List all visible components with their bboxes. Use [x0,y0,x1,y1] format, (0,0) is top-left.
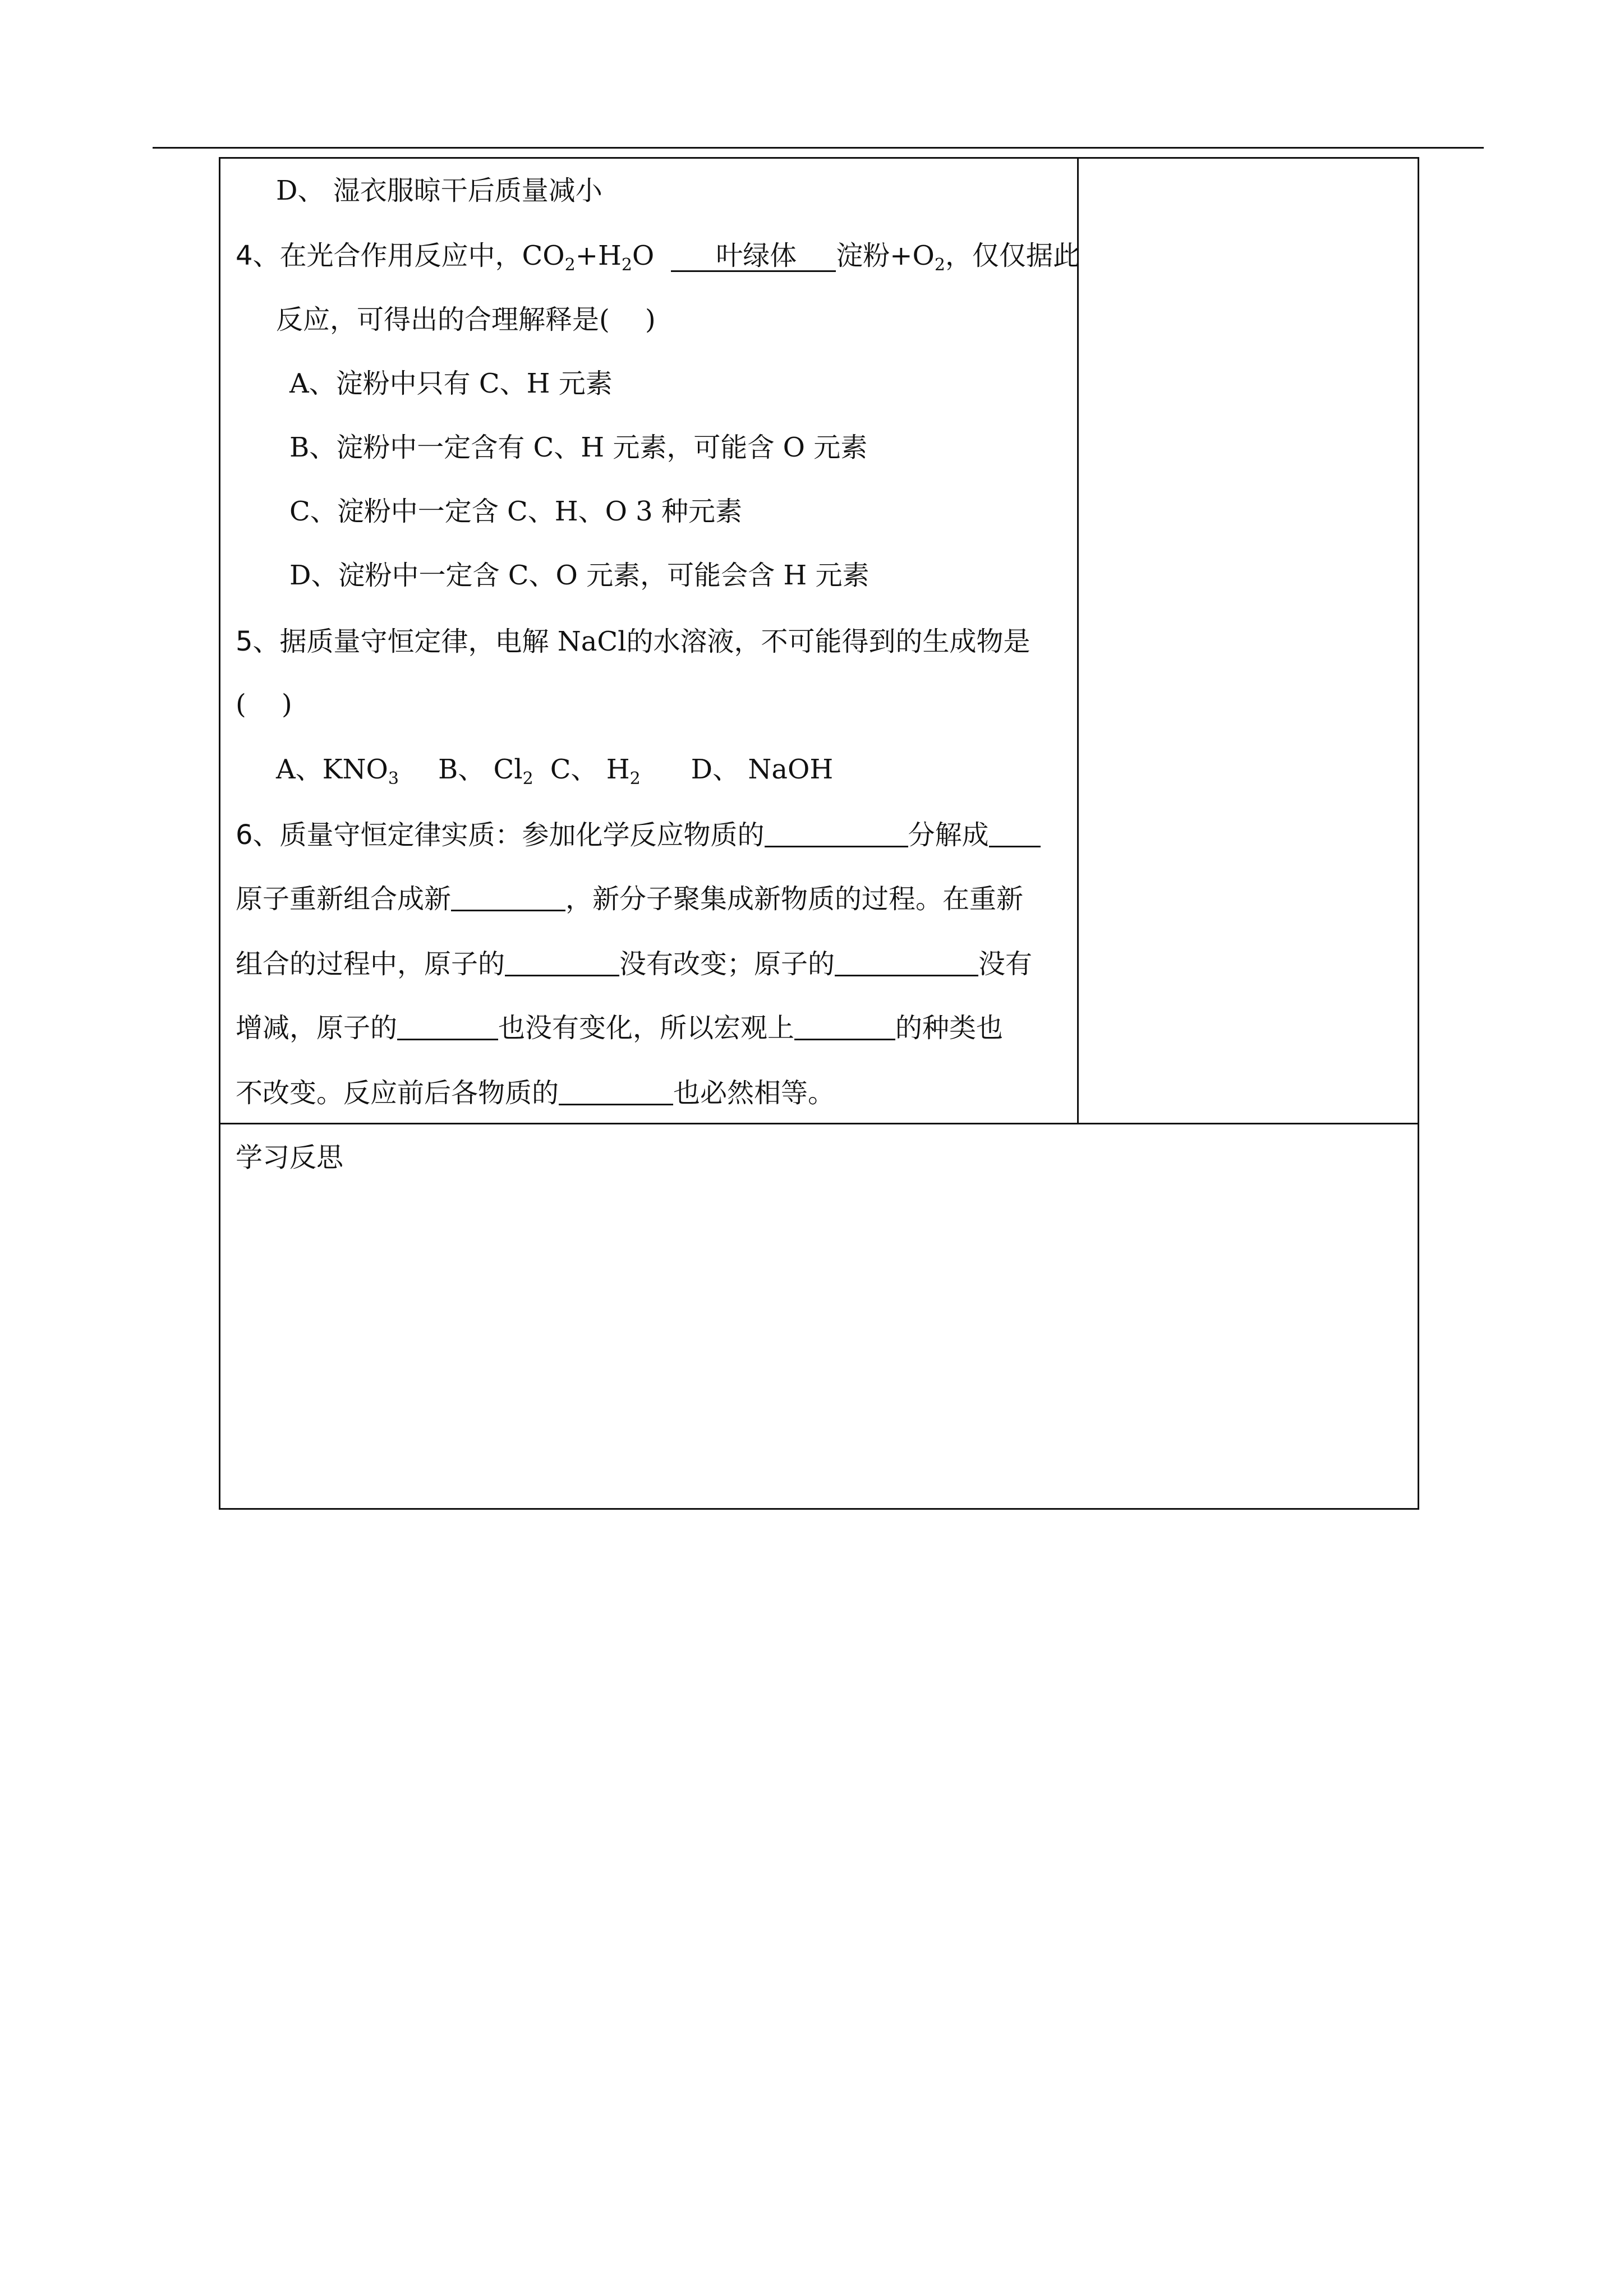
q5-number: 5 [236,626,253,657]
q6-line5: 不改变。反应前后各物质的 也必然相等。 [236,1077,835,1109]
q4-option-b: B、淀粉中一定含有 C、H 元素，可能含 O 元素 [289,432,868,463]
q4-stem-line2: 反应，可得出的合理解释是( ) [276,304,656,335]
reflection-title: 学习反思 [236,1142,344,1173]
q6-line1: 6、质量守恒定律实质：参加化学反应物质的 分解成 [236,821,1041,849]
q5-option-d: D、 NaOH [691,754,834,785]
q6-number: 6 [236,819,253,851]
fill-blank[interactable] [989,821,1041,847]
row-divider [219,1123,1419,1124]
fill-blank[interactable] [505,950,619,976]
q4-number: 4 [236,240,253,271]
fill-blank[interactable] [397,1014,498,1040]
fill-blank[interactable] [451,885,565,911]
q4-stem-a: 、在光合作用反应中，CO [252,240,565,271]
q4-option-a: A、淀粉中只有 C、H 元素 [289,368,613,399]
q5-option-a: A、KNO [276,754,388,785]
header-rule [153,147,1484,149]
fill-blank[interactable] [559,1079,673,1105]
q5-stem: 5、据质量守恒定律，电解 NaCl的水溶液，不可能得到的生成物是 [236,626,1030,657]
q4-option-d: D、淀粉中一定含 C、O 元素，可能会含 H 元素 [289,560,869,591]
q6-line4: 增减，原子的 也没有变化，所以宏观上 的种类也 [236,1012,1004,1044]
column-divider [1077,157,1079,1124]
q6-line2: 原子重新组合成新 ，新分子聚集成新物质的过程。在重新 [236,883,1024,915]
fill-blank[interactable] [794,1014,895,1040]
q5-option-b: B、 Cl [438,754,523,785]
reaction-condition: 叶绿体 [671,242,836,272]
q5-paren: ( ) [236,689,292,720]
q6-line3: 组合的过程中，原子的 没有改变；原子的 没有 [236,948,1033,980]
q4-stem-line1: 4、在光合作用反应中，$CO_2+H_2O$ 叶绿体 淀粉$+O_2$，仅仅据此 [236,240,1080,275]
q4-option-c: C、淀粉中一定含 C、H、O 3 种元素 [289,496,742,527]
fill-blank[interactable] [835,950,978,976]
q3-option-d: D、 湿衣服晾干后质量减小 [276,175,602,206]
fill-blank[interactable] [765,821,908,847]
q5-options: A、$KNO_3$ B、 $Cl_2$ C、 $H_2$ D、 NaOH [276,754,834,789]
q4-products: 淀粉+O [836,240,935,271]
q5-option-c: C、 H [550,754,630,785]
